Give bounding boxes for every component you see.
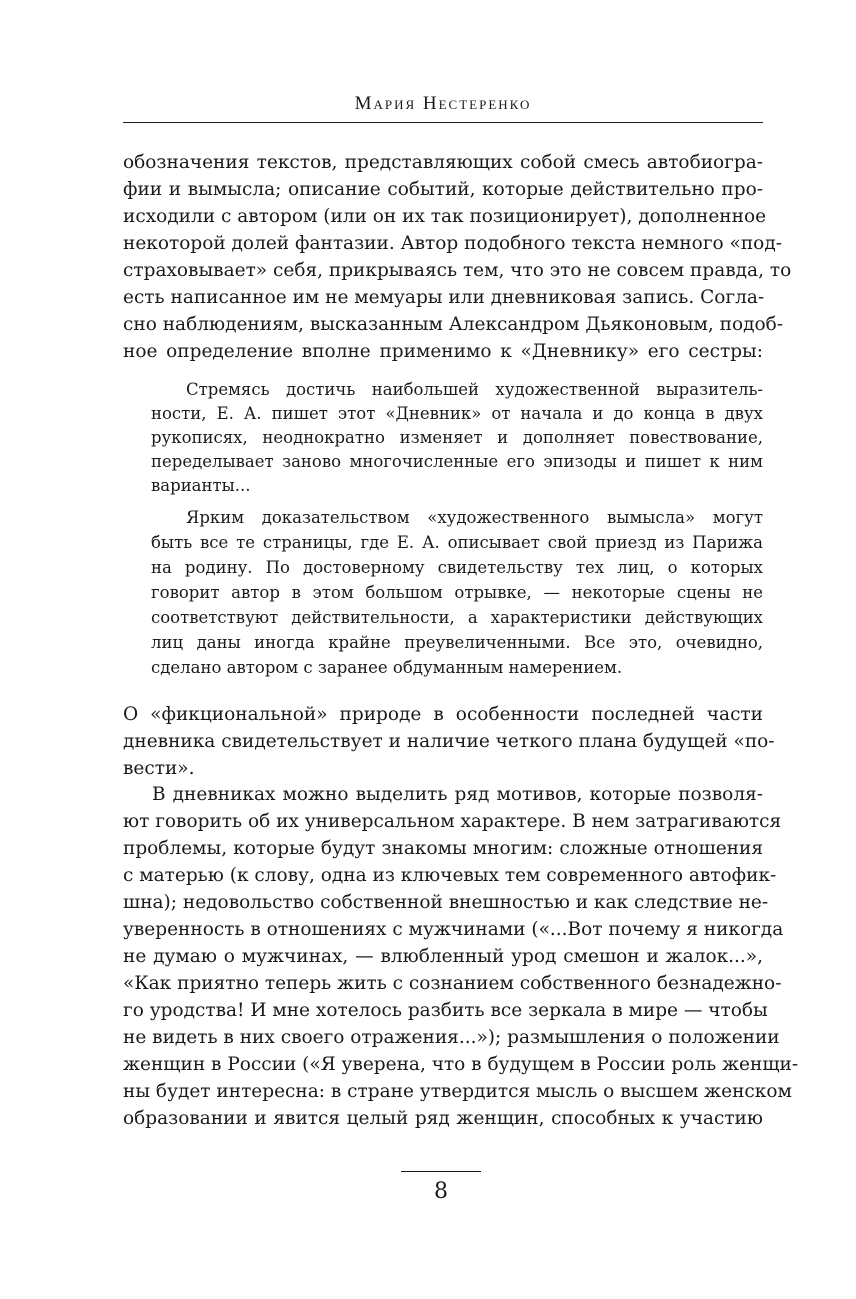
quote-line: на родину. По достоверному свидетельству тех лиц, о которых bbox=[151, 558, 763, 577]
body-line: го уродства! И мне хотелось разбить все зеркала в мире — чтобы bbox=[123, 1000, 768, 1021]
quote-line: сделано автором с заранее обдуманным намерением. bbox=[151, 658, 623, 677]
quote-line: варианты... bbox=[151, 476, 251, 495]
quote-line: ности, Е. А. пишет этот «Дневник» от начала и до конца в двух bbox=[151, 404, 763, 423]
body-line: исходили с автором (или он их так позиционирует), дополненное bbox=[123, 206, 767, 227]
folio-rule bbox=[401, 1171, 481, 1172]
body-line: проблемы, которые будут знакомы многим: сложные отношения bbox=[123, 838, 763, 859]
body-line: не думаю о мужчинах, — влюбленный урод смешон и жалок...», bbox=[123, 946, 763, 967]
body-line: «Как приятно теперь жить с сознанием собственного безнадежно- bbox=[123, 973, 782, 994]
body-line: есть написанное им не мемуары или дневниковая запись. Согла- bbox=[123, 287, 765, 308]
body-line: некоторой долей фантазии. Автор подобного текста немного «под- bbox=[123, 233, 782, 254]
body-line: фии и вымысла; описание событий, которые действительно про- bbox=[123, 179, 763, 200]
quote-line: рукописях, неоднократно изменяет и дополняет повествование, bbox=[151, 428, 763, 447]
body-line: образовании и явится целый ряд женщин, способных к участию bbox=[123, 1108, 763, 1129]
body-line: женщин в России («Я уверена, что в будущем в России роль женщи- bbox=[123, 1054, 799, 1075]
header-rule bbox=[123, 122, 763, 123]
body-line: страховывает» себя, прикрываясь тем, что это не совсем правда, то bbox=[123, 260, 792, 281]
quote-line: быть все те страницы, где Е. А. описывает свой приезд из Парижа bbox=[151, 533, 763, 552]
body-line: обозначения текстов, представляющих собой смесь автобиогра- bbox=[123, 152, 763, 173]
body-line: шна); недовольство собственной внешностью и как следствие не- bbox=[123, 892, 769, 913]
body-line: сно наблюдениям, высказанным Александром Дьяконовым, подоб- bbox=[123, 314, 784, 335]
quote-line: говорит автор в этом большом отрывке, — некоторые сцены не bbox=[151, 583, 763, 602]
quote-line: Ярким доказательством «художественного вымысла» могут bbox=[186, 508, 763, 527]
quote-line: лиц даны иногда крайне преувеличенными. Все это, очевидно, bbox=[151, 633, 763, 652]
body-line: вести». bbox=[123, 758, 195, 779]
quote-line: соответствуют действительности, а характеристики действующих bbox=[151, 608, 763, 627]
body-line: уверенность в отношениях с мужчинами («...Вот почему я никогда bbox=[123, 919, 784, 940]
body-line: В дневниках можно выделить ряд мотивов, которые позволя- bbox=[152, 784, 763, 805]
body-line: ют говорить об их универсальном характере. В нем затрагиваются bbox=[123, 811, 782, 832]
page-number: 8 bbox=[434, 1179, 448, 1204]
body-line: дневника свидетельствует и наличие четкого плана будущей «по- bbox=[123, 731, 775, 752]
body-line: с матерью (к слову, одна из ключевых тем современного автофик- bbox=[123, 865, 777, 886]
quote-line: Стремясь достичь наибольшей художественной выразитель- bbox=[186, 380, 763, 399]
running-head: Мария Нестеренко bbox=[354, 93, 532, 114]
body-line: не видеть в них своего отражения...»); размышления о положении bbox=[123, 1027, 780, 1048]
body-line: ное определение вполне применимо к «Дневнику» его сестры: bbox=[123, 341, 763, 362]
body-line: О «фикциональной» природе в особенности последней части bbox=[123, 704, 763, 725]
body-line: ны будет интересна: в стране утвердится мысль о высшем женском bbox=[123, 1081, 792, 1102]
quote-line: переделывает заново многочисленные его эпизоды и пишет к ним bbox=[151, 452, 763, 471]
